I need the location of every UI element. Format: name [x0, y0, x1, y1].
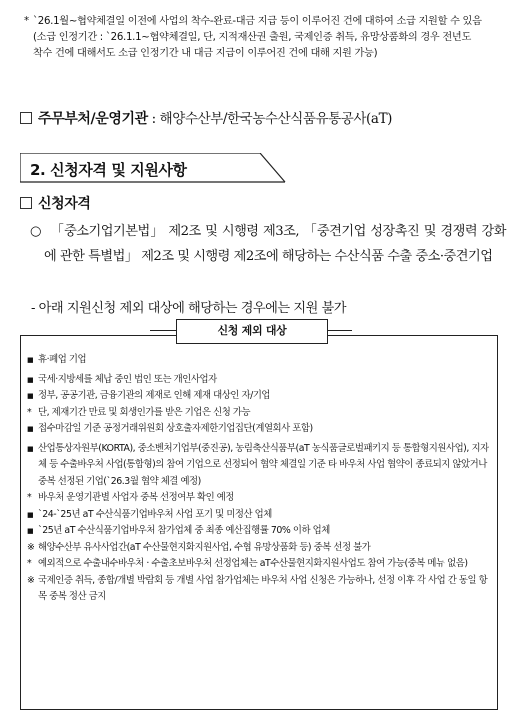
note-marker: * — [24, 16, 29, 27]
section-heading — [20, 153, 310, 183]
note-text: `26.1월~협약체결일 이전에 사업의 착수-완료-대금 지급 등이 이루어진 건에 대하여 소급 지원할 수 있음(소급 인정기간 : `26.1.1~협약체결일, 단, 지적재산권 출원, 국제인증 취득, 유망상품화의 경우 전년도 착수 건에 대해서도 소급 인정기간 내 대금 지급이 이루어진 건에 대해 지원 가능) — [33, 16, 482, 59]
subsection-heading — [20, 193, 91, 213]
exclusion-item-text: 단, 제재기간 만료 및 회생인가를 받은 기업은 신청 가능 — [38, 406, 251, 418]
subsection-title: 신청자격 — [38, 196, 91, 212]
department-separator: : — [147, 111, 160, 127]
exclusion-item-text: 예외적으로 수출내수바우처 · 수출초보바우처 선정업체는 aT수산물현지화지원사업도 참여 가능(중복 메뉴 없음) — [38, 558, 468, 569]
exclusion-item-text: `24-`25년 aT 수산식품기업바우처 사업 포기 및 미정산 업체 — [38, 508, 272, 520]
bullet-square-icon: ■ — [27, 527, 34, 535]
exclusion-item-text: 정부, 공공기관, 금융기관의 제재로 인해 제재 대상인 자/기업 — [38, 390, 271, 401]
bullet-square-icon: ■ — [27, 444, 34, 453]
exclusion-item-text: 국제인증 취득, 종합/개별 박람회 등 개별 사업 참가업체는 바우처 사업 신청은 가능하나, 선정 이후 각 사업 간 동일 항목 중복 정산 금지 — [38, 574, 488, 602]
exclusion-item-text: 휴·폐업 기업 — [38, 354, 87, 365]
exclusion-subnote — [27, 490, 492, 507]
bullet-square-icon: ■ — [27, 375, 34, 384]
eligibility-marker: ○ — [30, 224, 42, 239]
exclusion-item-text: 접수마감일 기준 공정거래위원회 상호출자제한기업집단(계열회사 포함) — [38, 423, 313, 434]
department-line — [20, 107, 392, 128]
department-value: 해양수산부/한국농수산식품유통공사(aT) — [159, 111, 393, 127]
retroactive-support-note — [24, 14, 483, 62]
section-title: 2. 신청자격 및 지원사항 — [30, 161, 187, 179]
bullet-square-icon: ■ — [27, 392, 34, 400]
exclusion-item-text: 해양수산부 유사사업간(aT 수산물현지화지원사업, 수협 유망상품화 등) 중복 선정 불가 — [38, 541, 371, 553]
exclusion-item — [27, 441, 492, 491]
exclusion-item — [27, 507, 492, 524]
bullet-square-icon: ■ — [27, 425, 34, 433]
eligibility-paragraph — [30, 220, 506, 269]
exclusion-item — [27, 352, 492, 369]
department-label: 주무부처/운영기관 — [38, 111, 148, 127]
asterisk-marker: * — [27, 558, 32, 569]
reference-mark-icon: ※ — [27, 574, 35, 586]
exclusion-list — [27, 352, 492, 606]
exclusion-item-text: 산업통상자원부(KORTA), 중소벤처기업부(중진공), 농림축산식품부(aT 농식품글로벌패키지 등 통합형지원사업), 지자체 등 수출바우처 사업(통합형)의 참여 기업으로 선정되어 협약 체결일 기준 타 바우처 사업 협약이 종료되지 않았거나 중복 선정된 기업(`26.3월 협약 체결 예정) — [38, 442, 489, 487]
tag-line-left — [150, 330, 176, 331]
exclusion-item-text: 국세·지방세를 체납 중인 법인 또는 개인사업자 — [38, 373, 217, 385]
exclusion-reference — [27, 573, 492, 606]
asterisk-marker: * — [27, 492, 32, 503]
exclusion-title: 신청 제외 대상 — [176, 319, 328, 344]
checkbox-square-icon — [20, 112, 32, 124]
exclusion-subnote — [27, 405, 492, 422]
exclusion-item — [27, 523, 492, 540]
bullet-square-icon: ■ — [27, 510, 34, 519]
reference-mark-icon: ※ — [27, 541, 35, 553]
exclusion-reference — [27, 540, 492, 557]
exclusion-item — [27, 372, 492, 389]
exclusion-item-text: 바우처 운영기관별 사업자 중복 선정여부 확인 예정 — [38, 492, 234, 503]
eligibility-text: 「중소기업기본법」 제2조 및 시행령 제3조, 「중견기업 성장촉진 및 경쟁력 강화에 관한 특별법」 제2조 및 시행령 제2조에 해당하는 수산식품 수출 중소·중견기업 — [44, 224, 506, 264]
asterisk-marker: * — [27, 406, 32, 418]
bullet-square-icon: ■ — [27, 356, 34, 364]
exclusion-item — [27, 421, 492, 438]
tag-line-right — [326, 330, 352, 331]
exclusion-note: - 아래 지원신청 제외 대상에 해당하는 경우에는 지원 불가 — [31, 301, 346, 316]
exclusion-subnote — [27, 556, 492, 573]
exclusion-item-text: `25년 aT 수산식품기업바우처 참가업체 중 최종 예산집행률 70% 이하 업체 — [38, 525, 330, 536]
exclusion-item — [27, 388, 492, 405]
checkbox-square-icon — [20, 197, 32, 209]
